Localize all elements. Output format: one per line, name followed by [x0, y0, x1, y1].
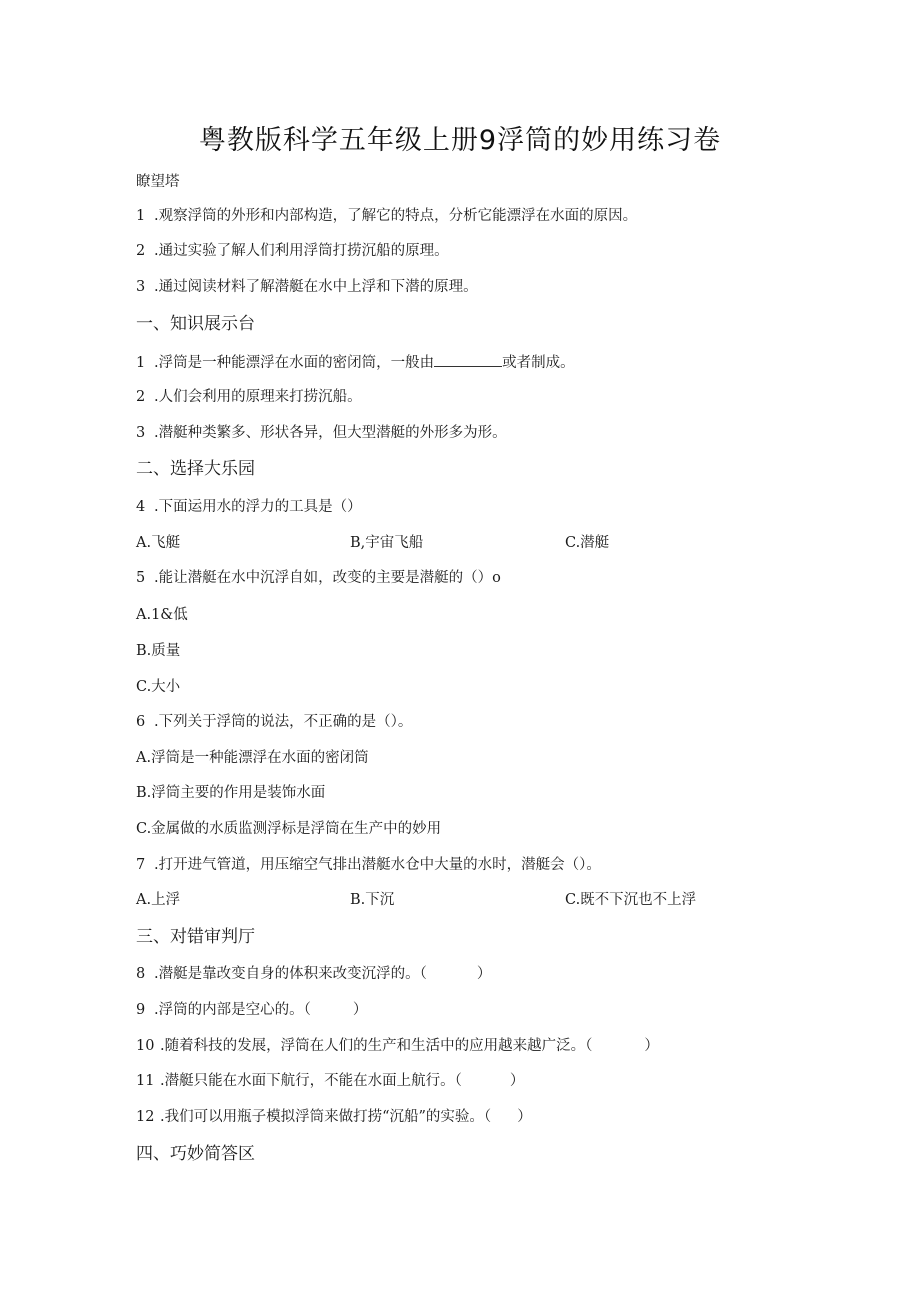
option-5a[interactable]: A.1&低 [136, 607, 188, 623]
item-text: .通过阅读材料了解潜艇在水中上浮和下潜的原理。 [154, 279, 478, 295]
question-11 [136, 1071, 524, 1091]
option-6b[interactable]: B.浮筒主要的作用是装饰水面 [136, 785, 326, 801]
question-text: .随着科技的发展，浮筒在人们的生产和生活中的应用越来越广泛。（ [160, 1038, 593, 1054]
question-5 [136, 568, 501, 588]
question-text-after: 或者制成。 [502, 355, 575, 371]
question-number: 8 [136, 966, 146, 982]
question-text: .人们会利用的原理来打捞沉船。 [154, 389, 362, 405]
item-text: .观察浮筒的外形和内部构造，了解它的特点，分析它能漂浮在水面的原因。 [154, 208, 638, 224]
item-number: 3 [136, 279, 146, 295]
question-text: .下列关于浮筒的说法，不正确的是（）。 [154, 714, 413, 730]
close-paren: ） [509, 1073, 525, 1089]
question-text: .下面运用水的浮力的工具是（） [154, 499, 362, 515]
question-number: 7 [136, 857, 146, 873]
question-text: .潜艇种类繁多、形状各异，但大型潜艇的外形多为形。 [154, 425, 507, 441]
option-7a[interactable]: A.上浮 [136, 892, 181, 908]
question-number: 12 [136, 1109, 155, 1125]
question-7 [136, 855, 601, 875]
section-heading-4: 四、巧妙简答区 [136, 1144, 255, 1164]
question-text: .潜艇是靠改变自身的体积来改变沉浮的。（ [154, 966, 427, 982]
intro-item-3 [136, 277, 478, 297]
question-9 [136, 1000, 367, 1020]
option-4a[interactable]: A.飞艇 [136, 535, 181, 551]
option-5c[interactable]: C.大小 [136, 679, 181, 695]
close-paren: ） [476, 966, 492, 982]
question-2 [136, 387, 362, 407]
option-6c[interactable]: C.金属做的水质监测浮标是浮筒在生产中的妙用 [136, 821, 442, 837]
option-6a[interactable]: A.浮筒是一种能漂浮在水面的密闭筒 [136, 750, 369, 766]
question-10 [136, 1036, 659, 1056]
item-number: 2 [136, 243, 146, 259]
question-number: 5 [136, 570, 146, 586]
section-heading-2: 二、选择大乐园 [136, 459, 255, 479]
option-4b[interactable]: B,宇宙飞船 [350, 535, 424, 551]
question-4 [136, 497, 362, 517]
question-text: .浮筒是一种能漂浮在水面的密闭筒，一般由 [154, 355, 435, 371]
question-number: 2 [136, 389, 146, 405]
fill-blank[interactable] [434, 352, 502, 367]
close-paren: ） [644, 1038, 659, 1054]
page-title: 粤教版科学五年级上册9浮筒的妙用练习卷 [198, 125, 722, 156]
option-4c[interactable]: C.潜艇 [565, 535, 610, 551]
question-number: 6 [136, 714, 146, 730]
question-text: .我们可以用瓶子模拟浮筒来做打捞“沉船”的实验。（ [160, 1109, 492, 1125]
question-1 [136, 352, 575, 373]
question-number: 10 [136, 1038, 155, 1054]
question-3 [136, 423, 507, 443]
item-number: 1 [136, 208, 146, 224]
question-number: 9 [136, 1002, 146, 1018]
close-paren: ） [517, 1109, 532, 1125]
item-text: .通过实验了解人们利用浮筒打捞沉船的原理。 [154, 243, 449, 259]
question-text: .能让潜艇在水中沉浮自如，改变的主要是潜艇的（）o [154, 570, 501, 586]
section-heading-3: 三、对错审判厅 [136, 927, 255, 947]
question-6 [136, 712, 412, 732]
question-8 [136, 964, 491, 984]
intro-label: 瞭望塔 [136, 174, 180, 190]
question-number: 4 [136, 499, 146, 515]
option-7c[interactable]: C.既不下沉也不上浮 [565, 892, 697, 908]
question-text: .潜艇只能在水面下航行，不能在水面上航行。（ [160, 1073, 462, 1089]
question-12 [136, 1107, 532, 1127]
section-heading-1: 一、知识展示台 [136, 314, 255, 334]
close-paren: ） [352, 1002, 368, 1018]
question-number: 11 [136, 1073, 155, 1089]
question-text: .打开进气管道，用压缩空气排出潜艇水仓中大量的水时，潜艇会（）。 [154, 857, 601, 873]
option-5b[interactable]: B.质量 [136, 643, 181, 659]
question-number: 1 [136, 355, 146, 371]
intro-item-2 [136, 241, 449, 261]
intro-item-1 [136, 206, 637, 226]
question-number: 3 [136, 425, 146, 441]
option-7b[interactable]: B.下沉 [350, 892, 395, 908]
question-text: .浮筒的内部是空心的。（ [154, 1002, 311, 1018]
